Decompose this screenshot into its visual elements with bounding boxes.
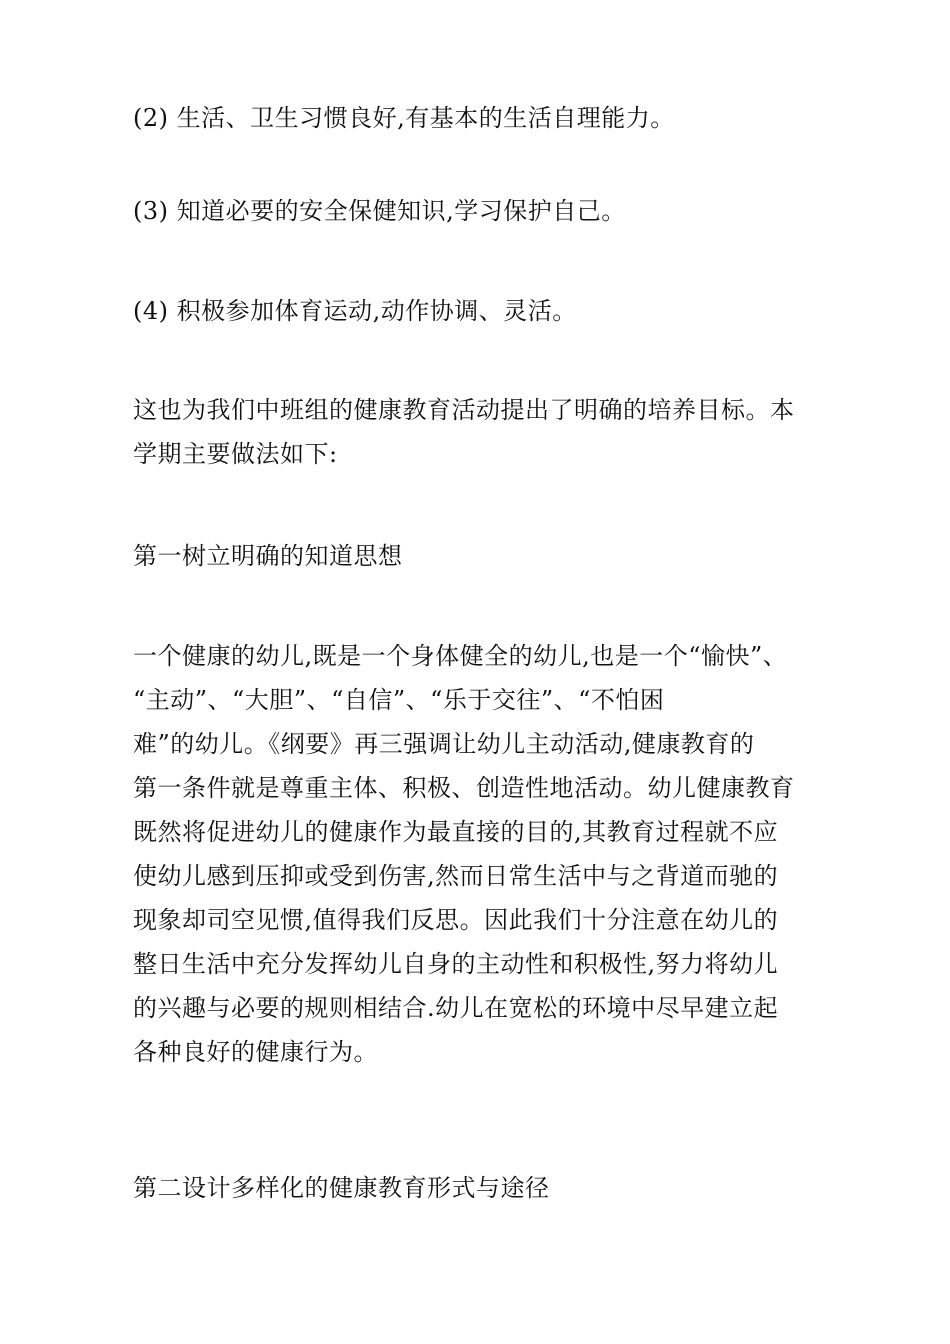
body-line: 难”的幼儿。《纲要》再三强调让幼儿主动活动,健康教育的: [133, 730, 755, 758]
section-heading-1: 第一树立明确的知道思想: [133, 542, 403, 570]
list-item-4: (4) 积极参加体育运动,动作协调、灵活。: [133, 297, 577, 325]
body-line: 第一条件就是尊重主体、积极、创造性地活动。幼儿健康教育: [133, 774, 795, 802]
body-paragraph: [133, 634, 833, 1074]
list-item-3: (3) 知道必要的安全保健知识,学习保护自己。: [133, 197, 626, 225]
body-line: 既然将促进幼儿的健康作为最直接的目的,其教育过程就不应: [133, 818, 779, 846]
body-line: 的兴趣与必要的规则相结合.幼儿在宽松的环境中尽早建立起: [133, 994, 779, 1022]
section-heading-2: 第二设计多样化的健康教育形式与途径: [133, 1174, 550, 1202]
intro-paragraph: [133, 388, 833, 476]
body-line: 整日生活中充分发挥幼儿自身的主动性和积极性,努力将幼儿: [133, 950, 779, 978]
body-line: 各种良好的健康行为。: [133, 1038, 378, 1066]
intro-line: 这也为我们中班组的健康教育活动提出了明确的培养目标。本: [133, 396, 795, 424]
body-line: 使幼儿感到压抑或受到伤害,然而日常生活中与之背道而驰的: [133, 862, 779, 890]
intro-line: 学期主要做法如下:: [133, 440, 338, 468]
body-line: 现象却司空见惯,值得我们反思。因此我们十分注意在幼儿的: [133, 906, 779, 934]
list-item-2: (2) 生活、卫生习惯良好,有基本的生活自理能力。: [133, 104, 675, 132]
body-line: 一个健康的幼儿,既是一个身体健全的幼儿,也是一个“愉快”、: [133, 642, 788, 670]
body-line: “主动”、“大胆”、“自信”、“乐于交往”、“不怕困: [133, 686, 665, 714]
